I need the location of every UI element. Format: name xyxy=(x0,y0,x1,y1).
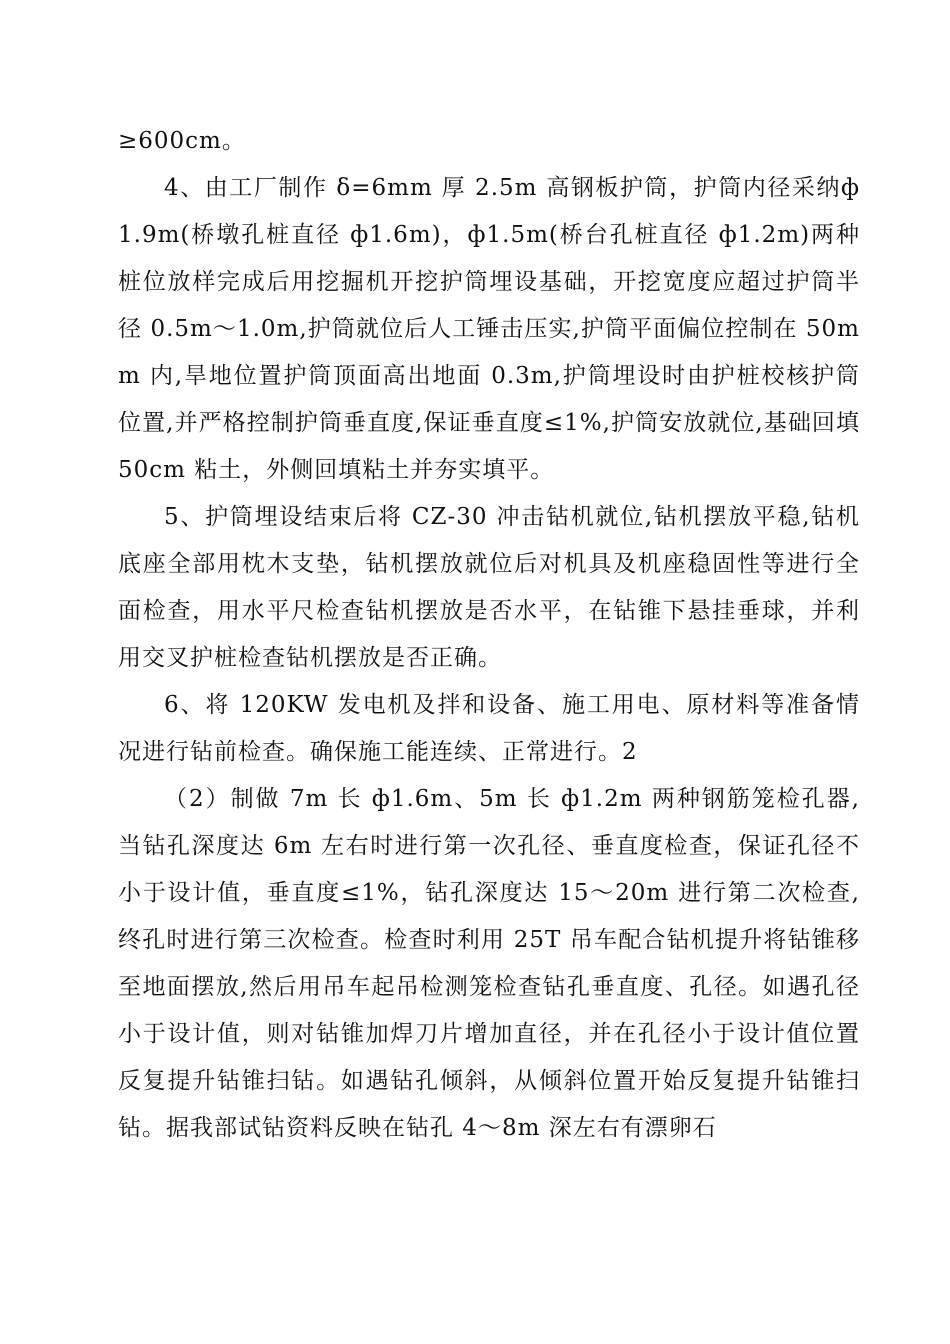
paragraph-item-6: 6、将 120KW 发电机及拌和设备、施工用电、原材料等准备情况进行钻前检查。确保施工能连续、正常进行。2 xyxy=(118,692,860,765)
paragraph-section-2: （2）制做 7m 长 ф1.6m、5m 长 ф1.2m 两种钢筋笼检孔器,当钻孔深度达 6m 左右时进行第一次孔径、垂直度检查，保证孔径不小于设计值，垂直度≤1%，钻孔深度达 15～20m 进行第二次检查,终孔时进行第三次检查。检查时利用 25T 吊车配合钻机提升将钻锥移至地面摆放,然后用吊车起吊检测笼检查钻孔垂直度、孔径。如遇孔径小于设计值，则对钻锥加焊刀片增加直径，并在孔径小于设计值位置反复提升钻锥扫钻。如遇钻孔倾斜，从倾斜位置开始反复提升钻锥扫钻。据我部试钻资料反映在钻孔 4～8m 深左右有漂卵石 xyxy=(118,786,860,1141)
paragraph-continuation: ≥600cm。 xyxy=(118,128,246,154)
paragraph-item-4: 4、由工厂制作 δ=6mm 厚 2.5m 高钢板护筒，护筒内径采纳ф1.9m(桥墩孔桩直径 ф1.6m)，ф1.5m(桥台孔桩直径 ф1.2m)两种桩位放样完成后用挖掘机开挖护筒埋设基础，开挖宽度应超过护筒半径 0.5m～1.0m,护筒就位后人工锤击压实,护筒平面偏位控制在 50mm 内,旱地位置护筒顶面高出地面 0.3m,护筒埋设时由护桩校核护筒位置,并严格控制护筒垂直度,保证垂直度≤1%,护筒安放就位,基础回填 50cm 粘土，外侧回填粘土并夯实填平。 xyxy=(118,175,860,483)
document-body xyxy=(118,118,860,1152)
paragraph-item-5: 5、护筒埋设结束后将 CZ-30 冲击钻机就位,钻机摆放平稳,钻机底座全部用枕木支垫，钻机摆放就位后对机具及机座稳固性等进行全面检查，用水平尺检查钻机摆放是否水平，在钻锥下悬挂垂球，并利用交叉护桩检查钻机摆放是否正确。 xyxy=(118,504,860,671)
